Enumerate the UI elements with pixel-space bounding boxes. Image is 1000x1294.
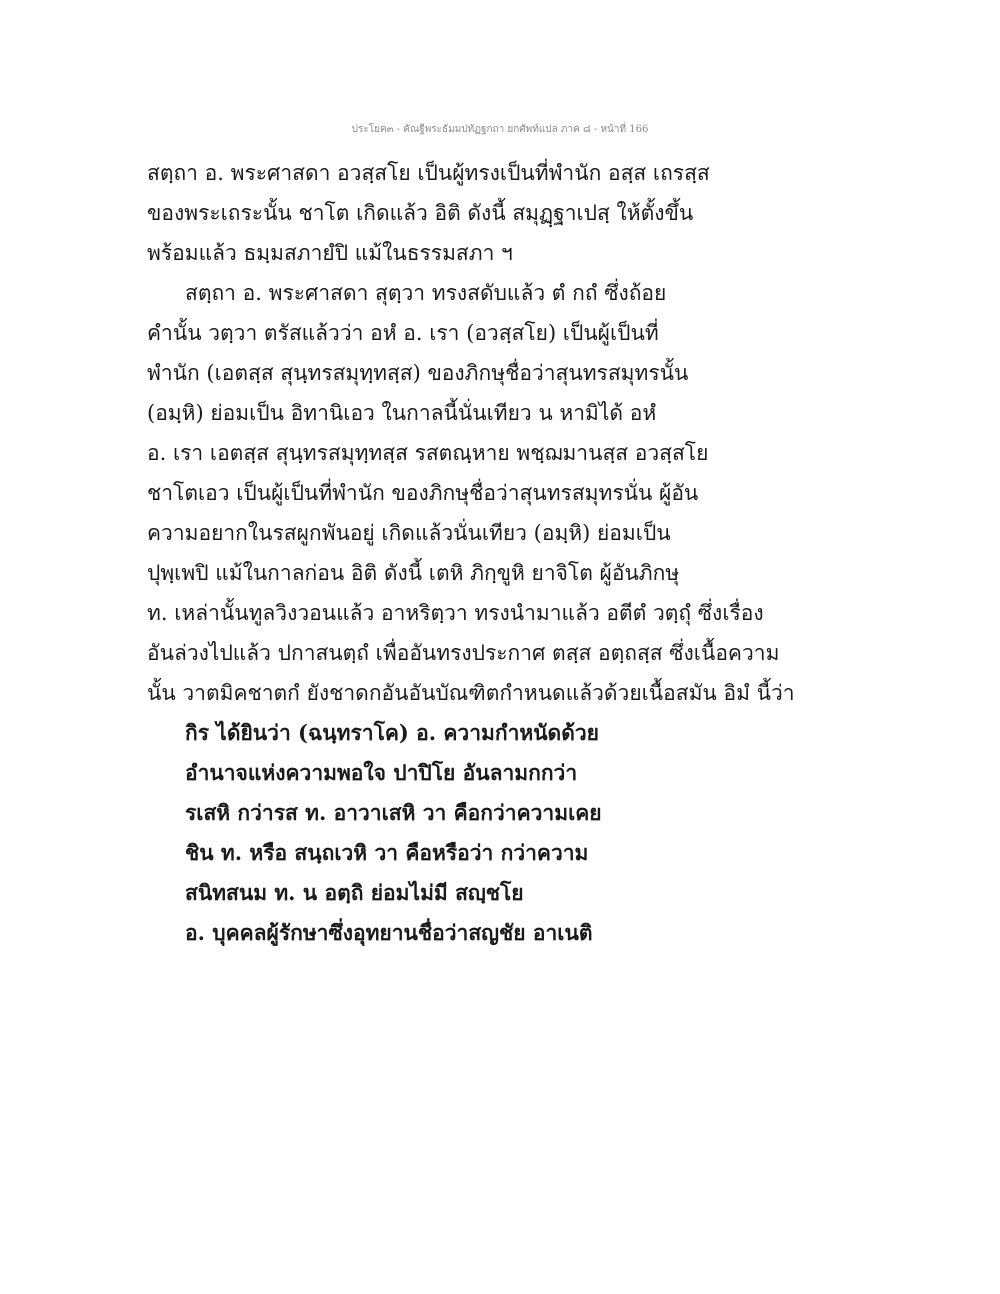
body-line: ความอยากในรสผูกพันอยู่ เกิดแล้วนั่นเทียว (อมฺหิ) ย่อมเป็น	[147, 521, 671, 545]
verse-line: อำนาจแห่งความพอใจ ปาปิโย อันลามกกว่า	[185, 760, 578, 785]
body-line: พำนัก (เอตสฺส สุนฺทรสมุทฺทสฺส) ของภิกษุชื่อว่าสุนทรสมุทรนั้น	[147, 361, 689, 385]
body-line: คำนั้น วตฺวา ตรัสแล้วว่า อหํ อ. เรา (อวสฺสโย) เป็นผู้เป็นที่	[147, 321, 659, 345]
verse-line: อ. บุคคลผู้รักษาซึ่งอุทยานชื่อว่าสญชัย อาเนติ	[185, 920, 593, 945]
verse-line: ชิน ท. หรือ สนฺถเวหิ วา คือหรือว่า กว่าความ	[185, 840, 589, 865]
body-line: พร้อมแล้ว ธมฺมสภายํปิ แม้ในธรรมสภา ฯ	[147, 241, 513, 265]
body-line: สตฺถา อ. พระศาสดา อวสฺสโย เป็นผู้ทรงเป็นที่พำนัก อสฺส เถรสฺส	[147, 161, 710, 185]
body-line: อันล่วงไปแล้ว ปกาสนตฺถํ เพื่ออันทรงประกาศ ตสฺส อตฺถสฺส ซึ่งเนื้อความ	[147, 641, 780, 665]
verse-line: สนิทสนม ท. น อตฺถิ ย่อมไม่มี สญฺชโย	[185, 880, 524, 905]
body-line: นั้น วาตมิคชาตกํ ยังชาดกอันอันบัณฑิตกำหนดแล้วด้วยเนื้อสมัน อิมํ นี้ว่า	[147, 681, 795, 705]
body-line: ชาโตเอว เป็นผู้เป็นที่พำนัก ของภิกษุชื่อว่าสุนทรสมุทรนั่น ผู้อัน	[147, 481, 699, 505]
body-line: ท. เหล่านั้นทูลวิงวอนแล้ว อาหริตฺวา ทรงนำมาแล้ว อตีตํ วตฺถุํ ซึ่งเรื่อง	[147, 601, 764, 625]
verse-line: กิร ได้ยินว่า (ฉนฺทราโค) อ. ความกำหนัดด้วย	[185, 720, 599, 745]
page-header: ประโยค๓ - คัณฐีพระธัมมปทัฏฐกถา ยกศัพท์แปล ภาค ๘ - หน้าที่ 166	[351, 124, 649, 135]
verse-line: รเสหิ กว่ารส ท. อาวาเสหิ วา คือกว่าความเคย	[185, 800, 602, 825]
body-line: อ. เรา เอตสฺส สุนฺทรสมุทฺทสฺส รสตณฺหาย พชฺฌมานสฺส อวสฺสโย	[147, 441, 709, 465]
body-line: ของพระเถระนั้น ชาโต เกิดแล้ว อิติ ดังนี้ สมุฏฺฐาเปสฺ ให้ตั้งขึ้น	[147, 201, 694, 225]
body-line: สตฺถา อ. พระศาสดา สุตฺวา ทรงสดับแล้ว ตํ กถํ ซึ่งถ้อย	[185, 281, 667, 305]
body-line: (อมฺหิ) ย่อมเป็น อิทานิเอว ในกาลนี้นั่นเทียว น หามิได้ อหํ	[147, 401, 657, 425]
body-line: ปุพฺเพปิ แม้ในกาลก่อน อิติ ดังนี้ เตหิ ภิกฺขูหิ ยาจิโต ผู้อันภิกษุ	[147, 561, 680, 585]
